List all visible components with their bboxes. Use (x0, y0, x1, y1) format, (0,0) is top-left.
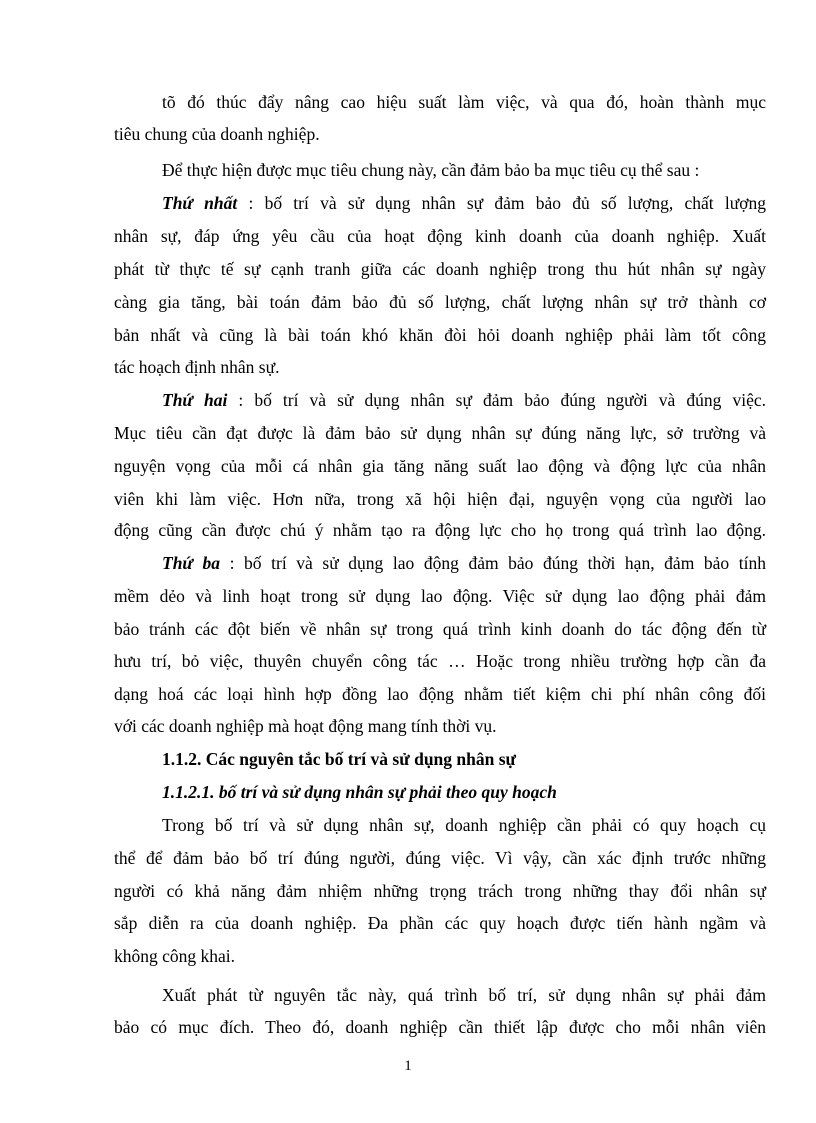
text-line: tõ đó thúc đẩy nâng cao hiệu suất làm việc, và qua đó, hoàn thành mục (162, 92, 766, 112)
text-line: tác hoạch định nhân sự. (114, 357, 280, 377)
text-line: bản nhất và cũng là bài toán khó khăn đòi hỏi doanh nghiệp phải làm tốt công (114, 325, 766, 345)
text-line: Trong bố trí và sử dụng nhân sự, doanh nghiệp cần phải có quy hoạch cụ (162, 815, 766, 835)
subsection-heading: 1.1.2.1. bố trí và sử dụng nhân sự phải theo quy hoạch (162, 782, 557, 802)
text-line: nhân sự, đáp ứng yêu cầu của hoạt động kinh doanh của doanh nghiệp. Xuất (114, 226, 766, 246)
text-line: viên khi làm việc. Hơn nữa, trong xã hội hiện đại, nguyện vọng của người lao (114, 489, 766, 509)
paragraph-lead: Thứ ba (162, 553, 220, 573)
text-line: càng gia tăng, bài toán đảm bảo đủ số lượng, chất lượng nhân sự trở thành cơ (114, 292, 766, 312)
text-line: mềm dẻo và linh hoạt trong sử dụng lao động. Việc sử dụng lao động phải đảm (114, 586, 766, 606)
text-line: bảo tránh các đột biến về nhân sự trong quá trình kinh doanh do tác động đến từ (114, 619, 766, 639)
text-line: Mục tiêu cần đạt được là đảm bảo sử dụng nhân sự đúng năng lực, sở trường và (114, 423, 766, 443)
text-line: với các doanh nghiệp mà hoạt động mang tính thời vụ. (114, 716, 497, 736)
text-line: động cũng cần được chú ý nhằm tạo ra động lực cho họ trong quá trình lao động. (114, 520, 766, 540)
text-line: hưu trí, bỏ việc, thuyên chuyển công tác … Hoặc trong nhiều trường hợp cần đa (114, 651, 766, 671)
paragraph-lead: Thứ hai (162, 390, 228, 410)
section-heading: 1.1.2. Các nguyên tắc bố trí và sử dụng nhân sự (162, 749, 517, 769)
text-line: sắp diễn ra của doanh nghiệp. Đa phần các quy hoạch được tiến hành ngầm và (114, 913, 766, 933)
text-line: tiêu chung của doanh nghiệp. (114, 124, 320, 144)
text-line: Thứ nhất : bố trí và sử dụng nhân sự đảm bảo đủ số lượng, chất lượng (162, 193, 766, 213)
text-line: thể để đảm bảo bố trí đúng người, đúng việc. Vì vậy, cần xác định trước những (114, 848, 766, 868)
text-line: dạng hoá các loại hình hợp đồng lao động nhằm tiết kiệm chi phí nhân công đối (114, 684, 766, 704)
text-line: nguyện vọng của mỗi cá nhân gia tăng năng suất lao động và động lực của nhân (114, 456, 766, 476)
paragraph-lead: Thứ nhất (162, 193, 238, 213)
text-line: Thứ hai : bố trí và sử dụng nhân sự đảm bảo đúng người và đúng việc. (162, 390, 766, 410)
page-number: 1 (404, 1058, 412, 1074)
text-line: không công khai. (114, 946, 236, 966)
text-line: Xuất phát từ nguyên tắc này, quá trình bố trí, sử dụng nhân sự phải đảm (162, 985, 766, 1005)
text-line: người có khả năng đảm nhiệm những trọng trách trong những thay đổi nhân sự (114, 881, 766, 901)
text-line: Để thực hiện được mục tiêu chung này, cần đảm bảo ba mục tiêu cụ thể sau : (162, 160, 700, 180)
text-line: Thứ ba : bố trí và sử dụng lao động đảm bảo đúng thời hạn, đảm bảo tính (162, 553, 766, 573)
text-line: bảo có mục đích. Theo đó, doanh nghiệp cần thiết lập được cho mỗi nhân viên (114, 1017, 766, 1037)
text-line: phát từ thực tế sự cạnh tranh giữa các doanh nghiệp trong thu hút nhân sự ngày (114, 259, 766, 279)
